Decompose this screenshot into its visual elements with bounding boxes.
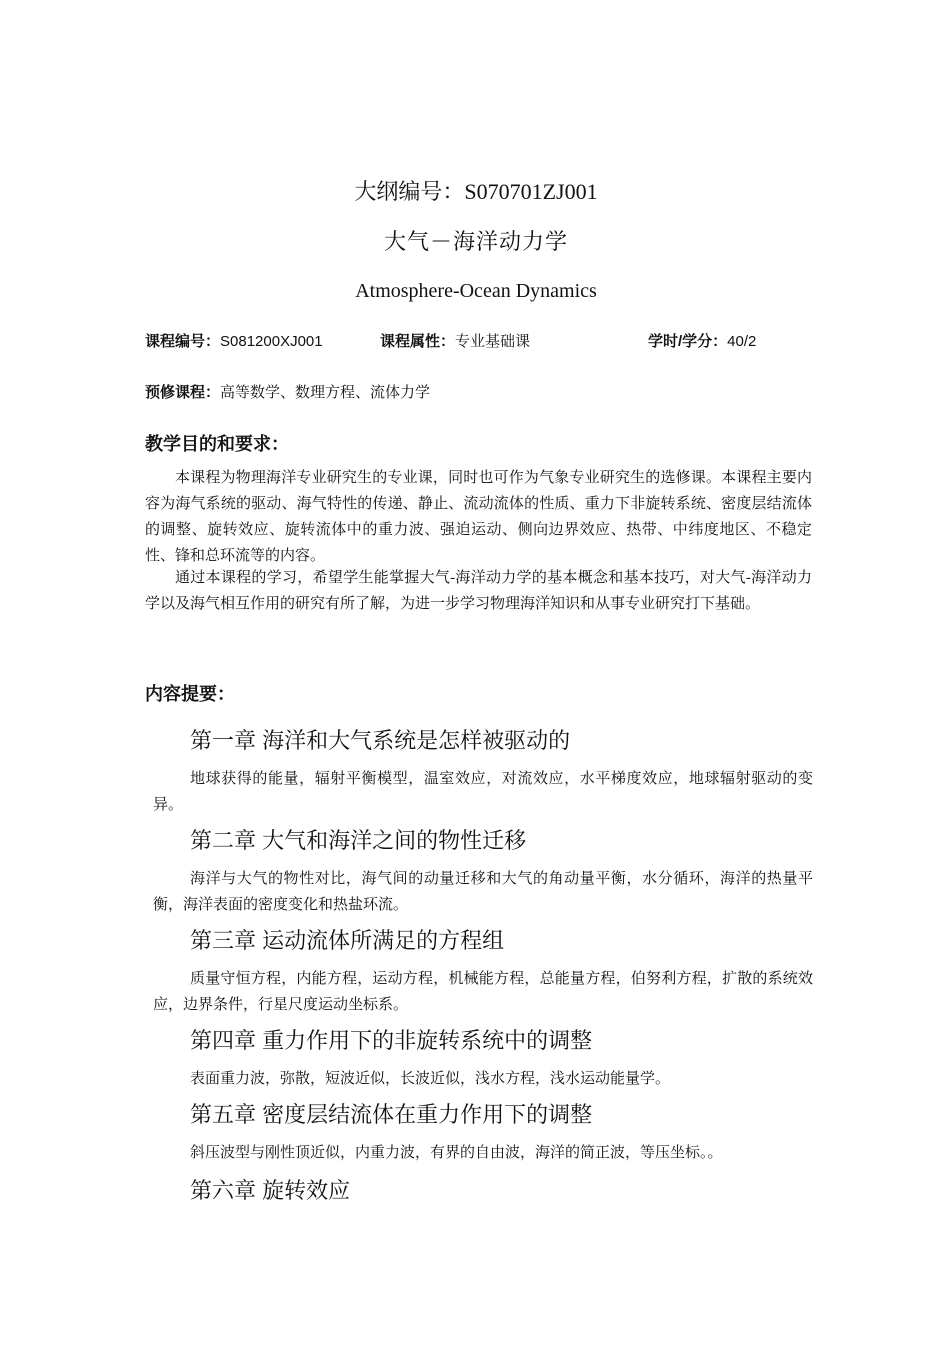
course-code-value: S081200XJ001 <box>220 333 323 350</box>
course-code-label: 课程编号： <box>145 333 221 350</box>
course-hours-value: 40/2 <box>727 333 757 350</box>
course-code <box>145 330 323 351</box>
chapter-body: 地球获得的能量，辐射平衡模型，温室效应，对流效应，水平梯度效应，地球辐射驱动的变异。 <box>153 771 813 813</box>
chapter-title: 第一章 海洋和大气系统是怎样被驱动的 <box>190 728 571 753</box>
course-attribute <box>380 330 530 351</box>
objective-paragraph: 通过本课程的学习，希望学生能掌握大气-海洋动力学的基本概念和基本技巧，对大气-海洋动力学以及海气相互作用的研究有所了解，为进一步学习物理海洋知识和从事专业研究打下基础。 <box>145 570 812 612</box>
chapter-title: 第四章 重力作用下的非旋转系统中的调整 <box>190 1028 593 1053</box>
chapter-body: 表面重力波，弥散，短波近似，长波近似，浅水方程，浅水运动能量学。 <box>190 1071 671 1087</box>
objective-paragraph: 本课程为物理海洋专业研究生的专业课，同时也可作为气象专业研究生的选修课。本课程主要内容为海气系统的驱动、海气特性的传递、静止、流动流体的性质、重力下非旋转系统、密度层结流体的调整、旋转效应、旋转流体中的重力波、强迫运动、侧向边界效应、热带、中纬度地区、不稳定性、锋和总环流等的内容。 <box>145 470 812 564</box>
outline-number: 大纲编号：S070701ZJ001 <box>354 179 598 204</box>
chapter-body: 斜压波型与刚性顶近似，内重力波，有界的自由波，海洋的简正波，等压坐标。。 <box>190 1145 723 1161</box>
prerequisite-value: 高等数学、数理方程、流体力学 <box>220 385 431 401</box>
course-hours-label: 学时/学分： <box>648 333 728 350</box>
chapter-body: 质量守恒方程，内能方程，运动方程，机械能方程，总能量方程，伯努利方程，扩散的系统效应，边界条件，行星尺度运动坐标系。 <box>153 971 813 1013</box>
course-hours-credits <box>648 330 756 351</box>
course-attribute-value: 专业基础课 <box>455 334 531 350</box>
chapter-body: 海洋与大气的物性对比，海气间的动量迁移和大气的角动量平衡，水分循环，海洋的热量平衡，海洋表面的密度变化和热盐环流。 <box>153 871 813 913</box>
contents-heading: 内容提要： <box>145 684 235 704</box>
course-title-english: Atmosphere-Ocean Dynamics <box>355 280 597 302</box>
course-attribute-label: 课程属性： <box>380 333 456 350</box>
chapter-title: 第五章 密度层结流体在重力作用下的调整 <box>190 1102 593 1127</box>
prerequisite-courses <box>145 381 430 402</box>
course-title-chinese: 大气－海洋动力学 <box>383 229 568 254</box>
chapter-title: 第二章 大气和海洋之间的物性迁移 <box>190 828 527 853</box>
chapter-title: 第三章 运动流体所满足的方程组 <box>190 928 505 953</box>
objective-heading: 教学目的和要求： <box>145 434 289 454</box>
prerequisite-label: 预修课程： <box>145 384 221 401</box>
chapter-title: 第六章 旋转效应 <box>190 1178 351 1203</box>
